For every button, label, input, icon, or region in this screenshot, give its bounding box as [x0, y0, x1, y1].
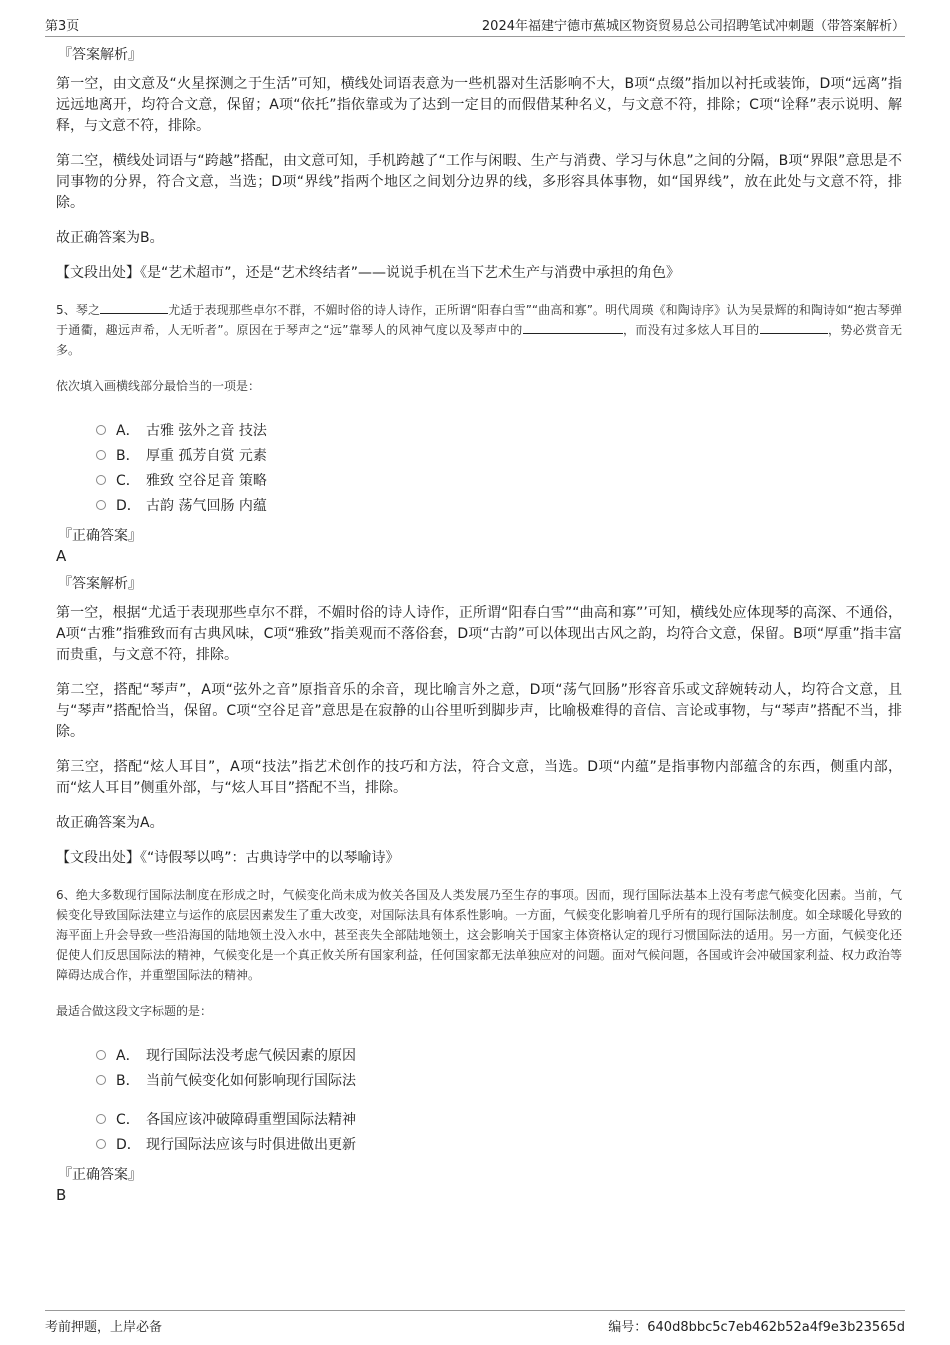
option-letter: D．	[116, 497, 141, 514]
options-gap	[96, 1092, 902, 1106]
radio-icon[interactable]	[96, 1114, 106, 1124]
page-number: 第3页	[45, 19, 80, 34]
q5-option-d[interactable]	[96, 492, 902, 517]
option-text: 当前气候变化如何影响现行国际法	[146, 1072, 356, 1089]
option-text: 现行国际法应该与时俱进做出更新	[146, 1136, 356, 1153]
page-header	[45, 14, 905, 37]
q5-analysis-para-2: 第二空，搭配“琴声”，A项“弦外之音”原指音乐的余音，现比喻言外之意，D项“荡气回肠”形容音乐或文辞婉转动人，均符合文意，且与“琴声”搭配恰当，保留。C项“空谷足音”意思是在寂静的山谷里听到脚步声，比喻极难得的音信、言论或事物，与“琴声”搭配不当，排除。	[56, 682, 902, 740]
q5-blank-1	[100, 301, 168, 314]
q5-answer-label: 『正确答案』	[58, 528, 142, 544]
q6-answer-label: 『正确答案』	[58, 1167, 142, 1183]
radio-icon[interactable]	[96, 1050, 106, 1060]
document-code-label: 编号：	[608, 1320, 648, 1335]
q5-source: 【文段出处】《“诗假琴以鸣”：古典诗学中的以琴喻诗》	[56, 850, 400, 866]
option-letter: A．	[116, 422, 140, 439]
document-title: 2024年福建宁德市蕉城区物资贸易总公司招聘笔试冲刺题（带答案解析）	[481, 19, 905, 34]
q5-blank-3	[760, 321, 828, 334]
radio-icon[interactable]	[96, 425, 106, 435]
option-text: 厚重 孤芳自赏 元素	[146, 447, 267, 464]
footer-slogan: 考前押题，上岸必备	[45, 1320, 163, 1335]
q4-analysis-label: 『答案解析』	[58, 47, 142, 63]
option-letter: A．	[116, 1047, 140, 1064]
page-footer	[45, 1310, 905, 1335]
q5-blank-2	[523, 321, 623, 334]
q5-option-b[interactable]	[96, 442, 902, 467]
q5-options	[96, 417, 902, 517]
q5-stem	[56, 300, 902, 360]
option-letter: C．	[116, 472, 140, 489]
q5-analysis-conclusion: 故正确答案为A。	[56, 815, 164, 831]
q6-option-c[interactable]	[96, 1106, 902, 1131]
q6-stem: 6、绝大多数现行国际法制度在形成之时，气候变化尚未成为攸关各国及人类发展乃至生存的事项。因而，现行国际法基本上没有考虑气候变化因素。当前，气候变化导致国际法建立与运作的底层因素发生了重大改变，对国际法具有体系性影响。一方面，气候变化影响着几乎所有的现行国际法制度。如全球暖化导致的海平面上升会导致一些沿海国的陆地领土没入水中，甚至丧失全部陆地领土，这会影响关于国家主体资格认定的现行习惯国际法的适用。另一方面，气候变化还促使人们反思国际法的精神，气候变化是一个真正攸关所有国家利益，任何国家都无法单独应对的问题。面对气候问题，各国或许会冲破国家利益、权力政治等障碍达成合作，并重塑国际法的精神。	[56, 888, 902, 982]
q5-stem-part-2: 尤适于表现那些卓尔不群，不媚时俗的诗人诗作，正所谓“阳春白雪”“曲高和寡”。明代周瑛《和陶诗序》认为吴景辉的和陶诗如“抱古琴弹于通衢，趣远声希，人无听者”。原因在于琴声之“远”靠琴人的风神气度以及琴声中的	[56, 303, 902, 337]
q5-stem-part-1: 5、琴之	[56, 303, 101, 317]
option-letter: C．	[116, 1111, 140, 1128]
document-code-value: 640d8bbc5c7eb462b52a4f9e3b23565d	[647, 1320, 905, 1335]
q5-analysis-para-3: 第三空，搭配“炫人耳目”，A项“技法”指艺术创作的技巧和方法，符合文意，当选。D项“内蕴”是指事物内部蕴含的东西，侧重内部，而“炫人耳目”侧重外部，与“炫人耳目”搭配不当，排除。	[56, 759, 902, 796]
q6-option-a[interactable]	[96, 1042, 902, 1067]
q6-option-b[interactable]	[96, 1067, 902, 1092]
page-content	[56, 44, 902, 1212]
radio-icon[interactable]	[96, 1139, 106, 1149]
option-letter: D．	[116, 1136, 141, 1153]
radio-icon[interactable]	[96, 475, 106, 485]
q4-analysis-para-1: 第一空，由文意及“火星探测之于生活”可知，横线处词语表意为一些机器对生活影响不大，B项“点缀”指加以衬托或装饰，D项“远离”指远远地离开，均符合文意，保留；A项“依托”指依靠或为了达到一定目的而假借某种名义，与文意不符，排除；C项“诠释”表示说明、解释，与文意不符，排除。	[56, 76, 902, 134]
option-text: 古雅 弦外之音 技法	[146, 422, 267, 439]
option-text: 雅致 空谷足音 策略	[146, 472, 267, 489]
q6-options	[96, 1042, 902, 1156]
q5-answer: A	[56, 547, 67, 565]
radio-icon[interactable]	[96, 500, 106, 510]
q4-analysis-para-2: 第二空，横线处词语与“跨越”搭配，由文意可知，手机跨越了“工作与闲暇、生产与消费、学习与休息”之间的分隔，B项“界限”意思是不同事物的分界，符合文意，当选；D项“界线”指两个地区之间划分边界的线，多形容具体事物，如“国界线”，放在此处与文意不符，排除。	[56, 153, 902, 211]
option-letter: B．	[116, 447, 140, 464]
option-text: 古韵 荡气回肠 内蕴	[146, 497, 267, 514]
q5-option-c[interactable]	[96, 467, 902, 492]
radio-icon[interactable]	[96, 1075, 106, 1085]
q6-answer: B	[56, 1186, 67, 1204]
radio-icon[interactable]	[96, 450, 106, 460]
option-letter: B．	[116, 1072, 140, 1089]
option-text: 各国应该冲破障碍重塑国际法精神	[146, 1111, 356, 1128]
q4-source: 【文段出处】《是“艺术超市”，还是“艺术终结者”——说说手机在当下艺术生产与消费中承担的角色》	[56, 265, 681, 281]
q5-stem-part-3: ，而没有过多炫人耳目的	[622, 323, 760, 337]
q6-option-d[interactable]	[96, 1131, 902, 1156]
q6-prompt: 最适合做这段文字标题的是：	[56, 1004, 213, 1018]
q5-analysis-label: 『答案解析』	[58, 576, 142, 592]
option-text: 现行国际法没考虑气候因素的原因	[146, 1047, 356, 1064]
q5-stem-part-4: ，势必赏音无多。	[56, 323, 902, 357]
q5-prompt: 依次填入画横线部分最恰当的一项是：	[56, 379, 261, 393]
q4-analysis-conclusion: 故正确答案为B。	[56, 230, 164, 246]
q5-analysis-para-1: 第一空，根据“尤适于表现那些卓尔不群，不媚时俗的诗人诗作，正所谓“阳春白雪”“曲高和寡”’可知，横线处应体现琴的高深、不通俗，A项“古雅”指雅致而有古典风味，C项“雅致”指美观而不落俗套，D项“古韵”可以体现出古风之韵，均符合文意，保留。B项“厚重”指丰富而贵重，与文意不符，排除。	[56, 605, 902, 663]
q5-option-a[interactable]	[96, 417, 902, 442]
document-code	[608, 1316, 905, 1335]
